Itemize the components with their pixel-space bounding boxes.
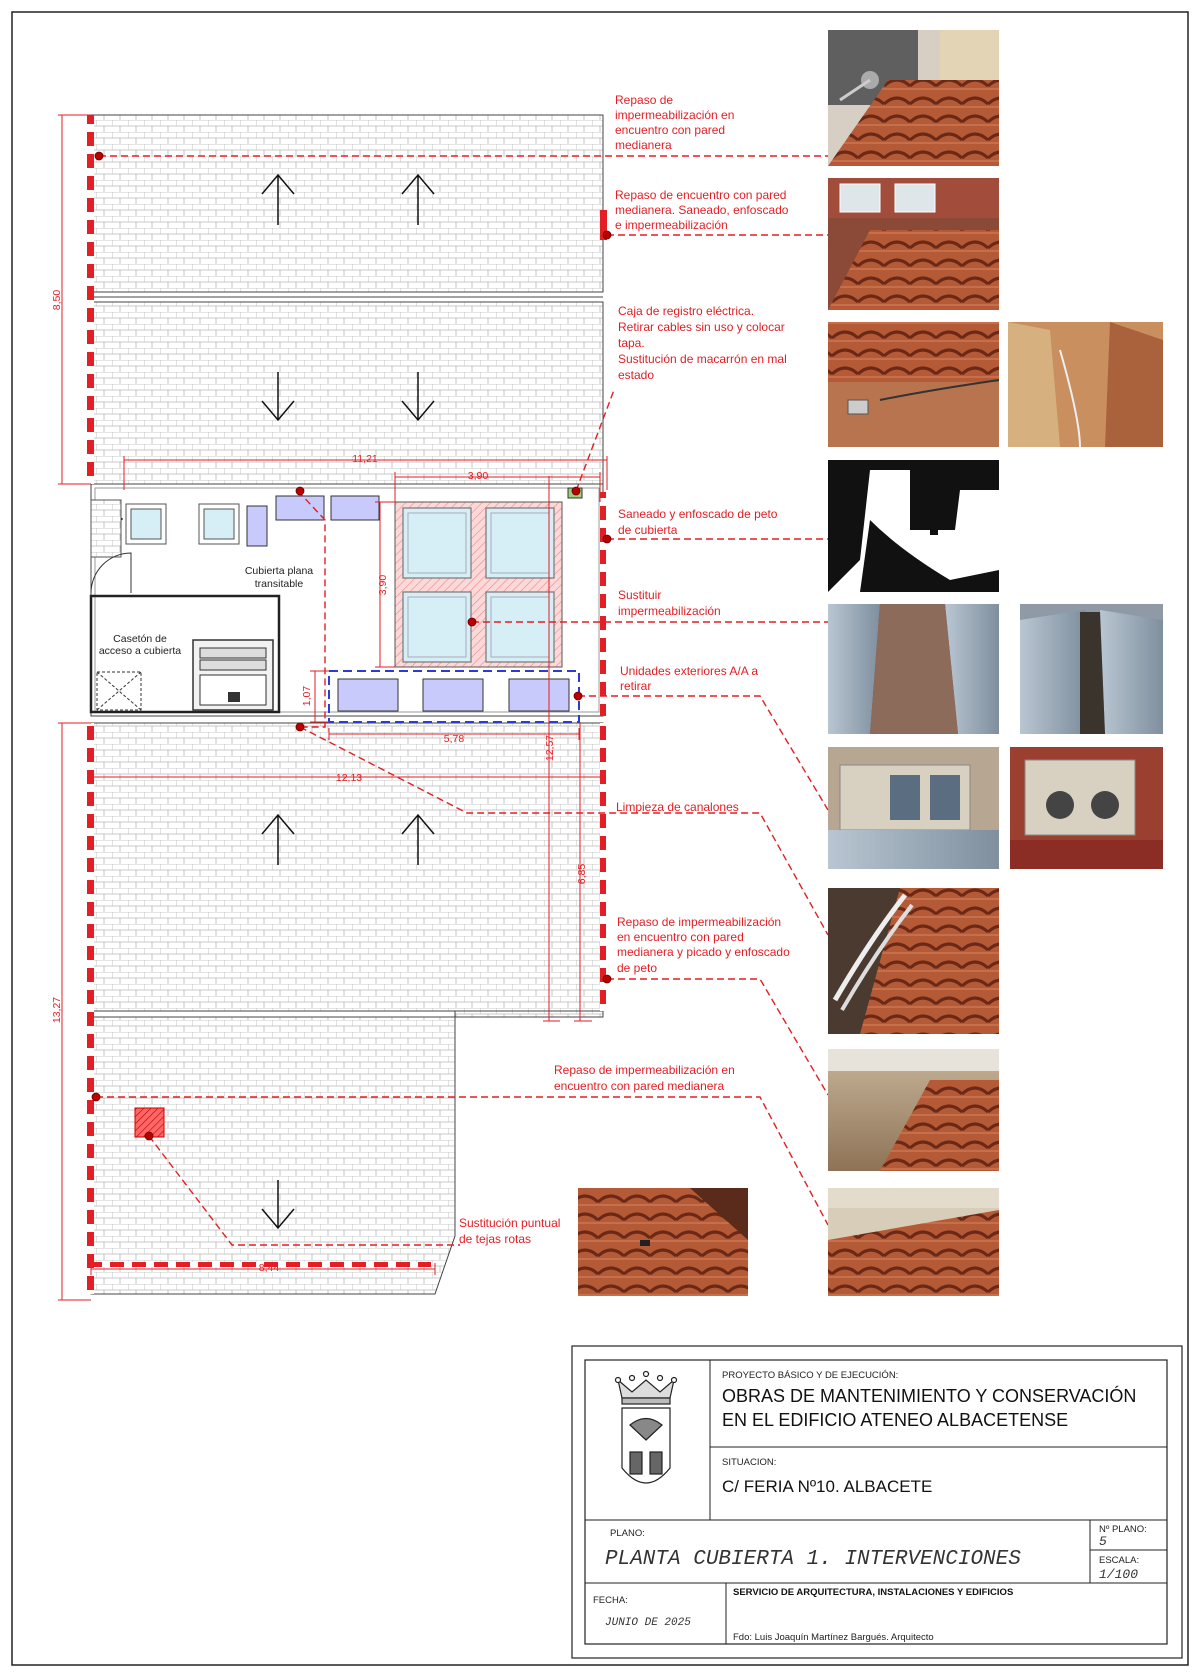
coat-of-arms-emblem [616,1372,677,1484]
dim-8-50: 8,50 [51,289,63,311]
date-label: FECHA: [593,1595,628,1606]
photo-2 [828,178,999,310]
photo-9 [828,1188,999,1296]
note-4: Saneado y enfoscado de peto de cubierta [618,507,778,537]
dim-11-21: 11,21 [352,453,378,465]
equipment-box-1 [247,506,267,546]
note-7: Limpieza de canalones [616,800,739,814]
photo-5b [1020,604,1163,734]
photo-4 [828,460,999,592]
photo-6b [1010,747,1163,869]
note-5: Sustituir impermeabilización [618,588,721,618]
dim-3-90-vertical: 3,90 [377,574,389,596]
parapet-right-lower [600,723,606,1011]
photo-10 [578,1188,748,1296]
dim-5-78: 5,78 [443,733,465,745]
plan-number-label: Nº PLANO: [1099,1524,1147,1535]
dim-13-27: 13,27 [51,996,63,1024]
note-3: Caja de registro eléctrica. Retirar cables sin uso y colocar tapa. Sustitución de macarrón en mal estado [618,304,787,382]
roof-section-upper-2 [91,302,603,484]
photo-5a [828,604,999,734]
booth-label-2: acceso a cubierta [98,645,182,657]
skylight-grid [395,502,562,667]
skylight-small-1 [126,504,166,544]
note-10: Sustitución puntual de tejas rotas [459,1216,561,1246]
situation-label: SITUACION: [722,1457,777,1468]
project-title-line-2: EN EL EDIFICIO ATENEO ALBACETENSE [722,1410,1069,1430]
dim-8-44: 8,44 [258,1262,280,1274]
note-6: Unidades exteriores A/A a retirar [620,664,759,693]
roof-plan [87,115,607,1294]
terrace-label-2: transitable [254,578,304,590]
note-1: Repaso de impermeabilización en encuentro con pared medianera [615,93,735,152]
photo-6a [828,747,999,869]
equipment-box-2 [276,496,324,520]
booth-label-1: Casetón de [113,633,167,645]
parapet-left-upper [87,115,94,484]
scale-label: ESCALA: [1099,1555,1140,1566]
title-block [572,1346,1182,1658]
project-title-line-1: OBRAS DE MANTENIMIENTO Y CONSERVACIÓN [722,1386,1137,1406]
date-value: JUNIO DE 2025 [605,1617,691,1629]
roof-section-lower-1 [91,723,603,1011]
parapet-right-terrace [600,492,606,716]
dim-6-85: 6,85 [576,863,588,885]
parapet-left-lower [87,723,94,1294]
plan-number: 5 [1099,1534,1107,1549]
roof-section-lower-2 [91,1011,603,1294]
terrace-label-1: Cubierta plana [244,565,314,577]
note-9: Repaso de impermeabilización en encuentro con pared medianera [554,1063,735,1093]
photo-1 [828,30,999,166]
dim-12-57: 12,57 [544,734,556,762]
skylight-small-2 [199,504,239,544]
architect-signature: Fdo: Luis Joaquín Martínez Bargués. Arquitecto [733,1632,934,1643]
note-2: Repaso de encuentro con pared medianera. Saneado, enfoscado e impermeabilización [615,188,789,232]
dim-3-90-horizontal: 3,90 [467,470,489,482]
photo-3a [828,322,999,447]
plan-label: PLANO: [610,1528,645,1539]
equipment-box-3 [331,496,379,520]
machinery-unit [193,640,273,710]
photo-8 [828,1049,999,1171]
department-name: SERVICIO DE ARQUITECTURA, INSTALACIONES Y EDIFICIOS [733,1587,1014,1598]
project-label: PROYECTO BÁSICO Y DE EJECUCIÓN: [722,1370,899,1381]
dim-1-07: 1,07 [301,685,313,707]
roof-section-upper-1 [91,115,603,292]
scale-value: 1/100 [1099,1567,1139,1582]
photo-3b [1008,322,1163,447]
situation-address: C/ FERIA Nº10. ALBACETE [722,1477,933,1496]
note-8: Repaso de impermeabilización en encuentro con pared medianera y picado y enfoscado de peto [617,915,790,975]
plan-title: PLANTA CUBIERTA 1. INTERVENCIONES [605,1548,1021,1571]
dim-12-13: 12,13 [335,772,363,784]
photo-7 [828,888,999,1034]
